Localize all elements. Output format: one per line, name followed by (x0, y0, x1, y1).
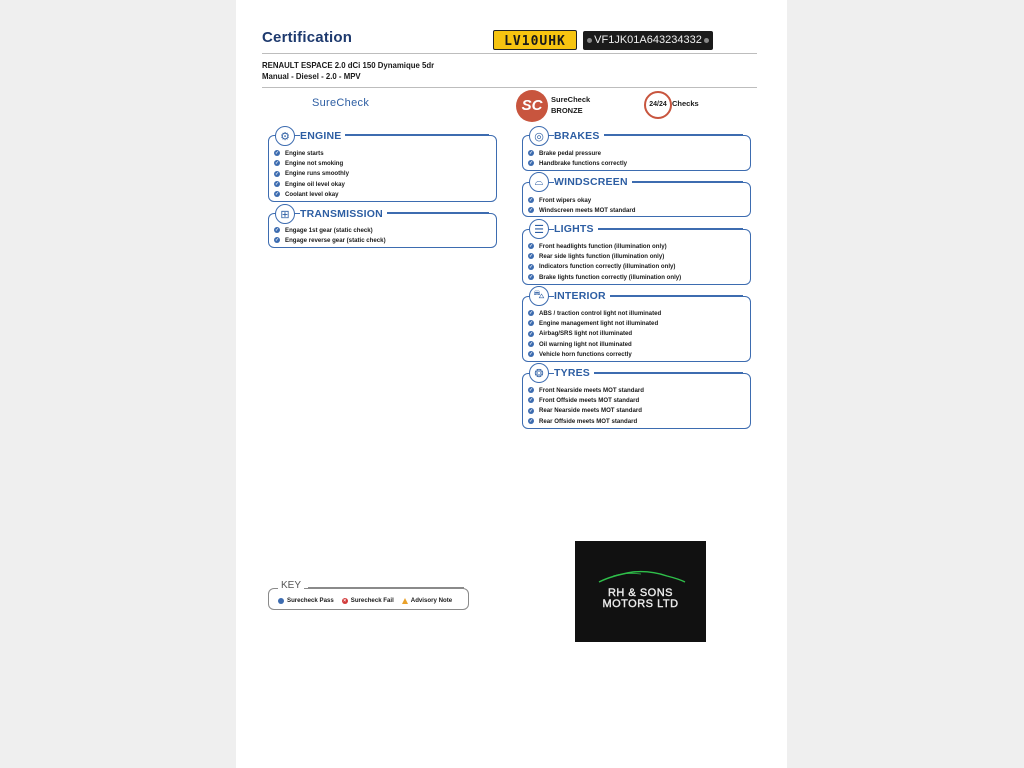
check-item (274, 148, 349, 158)
key-fail (342, 597, 394, 604)
key-fail-label: Surecheck Fail (350, 597, 394, 604)
lights-items (528, 241, 681, 282)
interior-items (528, 308, 661, 359)
check-item-label: Brake pedal pressure (539, 149, 601, 157)
check-item-label: Airbag/SRS light not illuminated (539, 330, 633, 338)
page-title: Certification (262, 29, 353, 46)
check-item (528, 385, 644, 395)
pass-check-icon: ✓ (275, 150, 279, 156)
tyre-icon: ❂ (529, 363, 549, 383)
interior-header (529, 286, 610, 306)
vin-plate-bolt-left (587, 38, 592, 43)
headlight-icon: ☰ (529, 219, 549, 239)
pass-check-icon: ✓ (529, 407, 533, 413)
check-item (528, 241, 681, 251)
check-item (528, 148, 627, 158)
surecheck-brand: SureCheck (312, 97, 370, 109)
windscreen-icon: ⌓ (529, 172, 549, 192)
pass-check-icon: ✓ (529, 387, 533, 393)
check-item-label: Windscreen meets MOT standard (539, 206, 636, 214)
check-item (274, 189, 349, 199)
check-item-label: Indicators function correctly (illumination only) (539, 263, 676, 271)
check-item (274, 169, 349, 179)
pass-check-icon: ✓ (529, 320, 533, 326)
pass-check-icon: ✓ (275, 160, 279, 166)
check-item-label: Engine oil level okay (285, 180, 345, 188)
check-item-label: Front headlights function (illumination only) (539, 242, 667, 250)
check-item (528, 416, 644, 426)
check-item-label: Vehicle horn functions correctly (539, 350, 632, 358)
check-item-label: Brake lights function correctly (illumination only) (539, 273, 682, 281)
check-item-label: Engine runs smoothly (285, 170, 349, 178)
pass-check-icon: ✓ (529, 263, 533, 269)
number-plate: LV10UHK (493, 30, 577, 50)
pass-check-icon: ✓ (275, 237, 279, 243)
brakes-items (528, 148, 627, 169)
lights-header-line (596, 228, 743, 230)
check-item (274, 179, 349, 189)
fail-icon: × (343, 597, 347, 604)
check-item-label: Handbrake functions correctly (539, 159, 628, 167)
pass-check-icon: ✓ (275, 181, 279, 187)
windscreen-header (529, 172, 632, 192)
check-item (528, 349, 661, 359)
key-header-line (308, 587, 464, 589)
surecheck-level (551, 94, 590, 116)
certificate-sheet (236, 0, 787, 768)
header-divider (262, 53, 757, 54)
advisory-warning-icon (402, 598, 408, 604)
key-pass (278, 597, 334, 604)
brakes-header-line (597, 134, 743, 136)
checks-count-badge: 24/24 (644, 91, 672, 119)
check-item-label: Front Offside meets MOT standard (539, 396, 640, 404)
tyres-header-line (586, 372, 743, 374)
tyres-title: TYRES (554, 367, 594, 379)
key-advisory (402, 597, 452, 604)
engine-items (274, 148, 349, 199)
pass-check-icon: ✓ (529, 418, 533, 424)
brakes-title: BRAKES (554, 130, 604, 142)
check-item-label: Engine starts (285, 149, 324, 157)
check-item (528, 406, 644, 416)
check-item-label: Engage reverse gear (static check) (285, 236, 386, 244)
dealer-logo (575, 541, 706, 642)
check-item (528, 272, 681, 282)
gearbox-icon: ⊞ (275, 204, 295, 224)
windscreen-title: WINDSCREEN (554, 176, 632, 188)
check-item (528, 158, 627, 168)
surecheck-badge-icon: SC (516, 90, 548, 122)
check-item-label: Engine management light not illuminated (539, 319, 659, 327)
vehicle-description (262, 60, 434, 82)
check-item (528, 195, 635, 205)
check-item-label: Rear side lights function (illumination only) (539, 252, 665, 260)
pass-check-icon: ✓ (529, 274, 533, 280)
check-item (274, 225, 386, 235)
windscreen-header-line (621, 181, 743, 183)
vin-number: VF1JK01A643234332 (594, 34, 702, 46)
vehicle-model: RENAULT ESPACE 2.0 dCi 150 Dynamique 5dr (262, 60, 435, 70)
check-item (528, 251, 681, 261)
tyres-header (529, 363, 594, 383)
lights-header (529, 219, 598, 239)
check-item (528, 205, 635, 215)
check-item (528, 339, 661, 349)
pass-check-icon: ✓ (529, 341, 533, 347)
pass-check-icon: ✓ (529, 243, 533, 249)
pass-check-icon: ✓ (275, 227, 279, 233)
interior-header-line (604, 295, 743, 297)
check-item (528, 262, 681, 272)
pass-check-icon: ✓ (529, 160, 533, 166)
transmission-title: TRANSMISSION (300, 208, 387, 220)
brake-disc-icon: ◎ (529, 126, 549, 146)
vehicle-divider (262, 87, 757, 88)
check-item (274, 158, 349, 168)
dealer-name-line1: RH & SONS (607, 587, 673, 599)
transmission-header (275, 204, 387, 224)
pass-check-icon: ✓ (529, 197, 533, 203)
pass-check-icon: ✓ (275, 170, 279, 176)
engine-title: ENGINE (300, 130, 345, 142)
check-item (528, 329, 661, 339)
check-item-label: ABS / traction control light not illuminated (539, 309, 662, 317)
check-item-label: Coolant level okay (285, 190, 339, 198)
brakes-header (529, 126, 604, 146)
check-item-label: Rear Nearside meets MOT standard (539, 407, 642, 415)
check-item (528, 308, 661, 318)
check-item-label: Oil warning light not illuminated (539, 340, 632, 348)
lights-title: LIGHTS (554, 223, 598, 235)
vin-plate-bolt-right (704, 38, 709, 43)
windscreen-items (528, 195, 635, 216)
pass-check-icon: ✓ (529, 150, 533, 156)
check-item (528, 395, 644, 405)
check-item-label: Engage 1st gear (static check) (285, 226, 373, 234)
check-item-label: Front wipers okay (539, 196, 592, 204)
vin-plate (583, 31, 713, 50)
check-item-label: Rear Offside meets MOT standard (539, 417, 638, 425)
pass-check-icon: ✓ (529, 310, 533, 316)
pass-check-icon: ✓ (529, 330, 533, 336)
pass-icon (278, 598, 284, 604)
engine-header-line (344, 134, 489, 136)
engine-header (275, 126, 345, 146)
check-item-label: Engine not smoking (285, 159, 344, 167)
pass-check-icon: ✓ (529, 253, 533, 259)
key-legend (278, 597, 452, 604)
key-advisory-label: Advisory Note (410, 597, 453, 604)
check-item (528, 318, 661, 328)
pass-check-icon: ✓ (275, 191, 279, 197)
pass-check-icon: ✓ (529, 207, 533, 213)
checks-label: Checks (672, 99, 699, 108)
transmission-header-line (372, 212, 489, 214)
car-interior-icon: ⛍ (529, 286, 549, 306)
pass-check-icon: ✓ (529, 397, 533, 403)
transmission-items (274, 225, 386, 246)
key-title: KEY (278, 580, 304, 591)
dealer-name-line2: MOTORS LTD (602, 598, 679, 610)
check-item (274, 235, 386, 245)
surecheck-level-value: BRONZE (551, 106, 583, 115)
tyres-items (528, 385, 644, 426)
pass-check-icon: ✓ (529, 351, 533, 357)
interior-title: INTERIOR (554, 290, 610, 302)
surecheck-level-label: SureCheck (551, 95, 591, 104)
vehicle-spec: Manual - Diesel - 2.0 - MPV (262, 71, 361, 81)
engine-icon: ⚙ (275, 126, 295, 146)
check-item-label: Front Nearside meets MOT standard (539, 386, 644, 394)
key-pass-label: Surecheck Pass (287, 597, 334, 604)
